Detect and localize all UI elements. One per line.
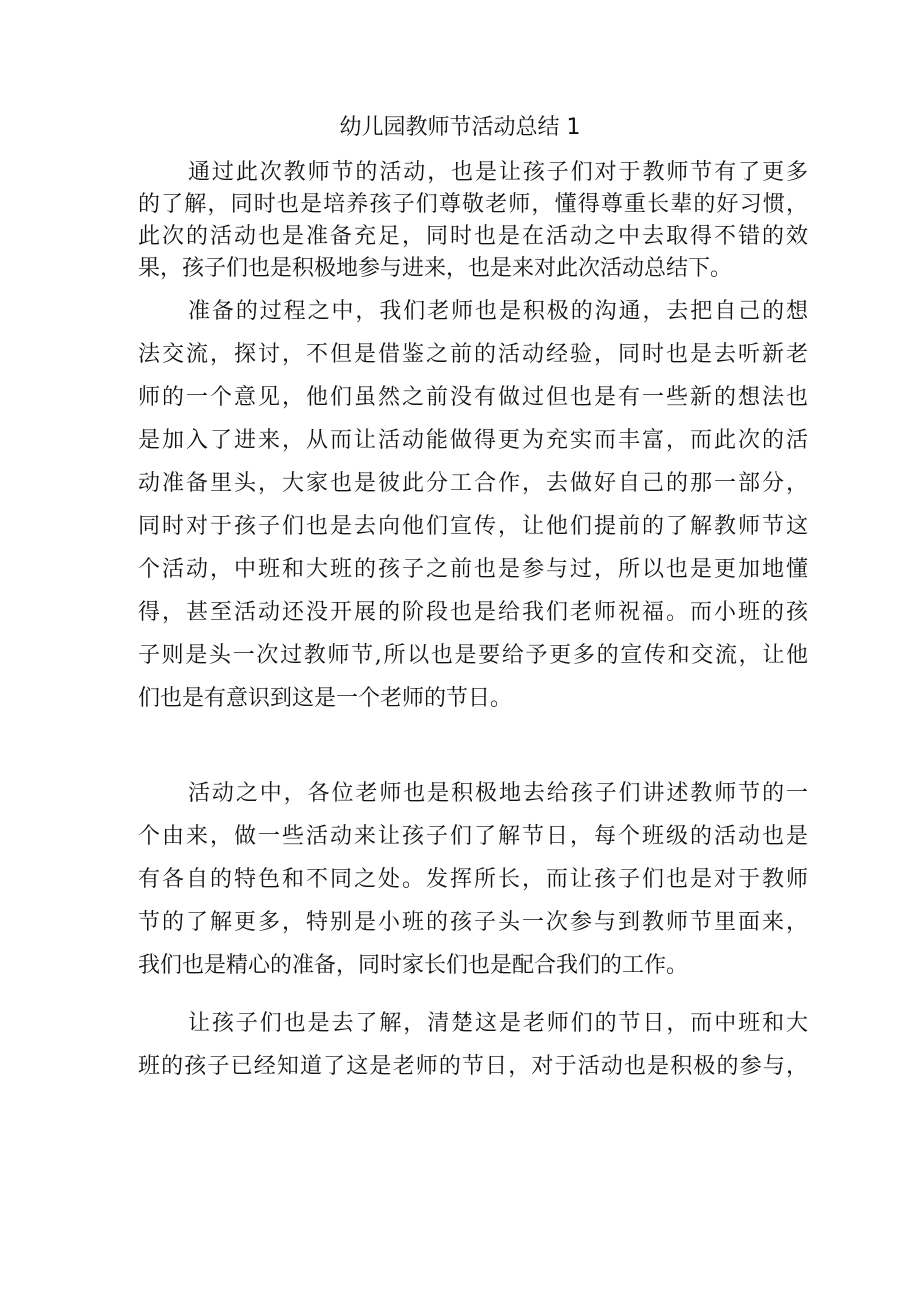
text-line: 此次的活动也是准备充足，同时也是在活动之中去取得不错的效 xyxy=(138,224,808,249)
text-line: 个由来，做一些活动来让孩子们了解节日，每个班级的活动也是 xyxy=(138,824,808,849)
paragraph-3 xyxy=(138,772,808,987)
document-title: 幼儿园教师节活动总结 1 xyxy=(339,115,581,140)
text-line: 节的了解更多，特别是小班的孩子头一次参与到教师节里面来， xyxy=(138,910,808,935)
paragraph-2 xyxy=(138,290,808,720)
paragraph-4 xyxy=(138,1002,808,1088)
text-line: 我们也是精心的准备，同时家长们也是配合我们的工作。 xyxy=(138,953,689,978)
text-line: 班的孩子已经知道了这是老师的节日，对于活动也是积极的参与， xyxy=(138,1054,808,1079)
text-line: 同时对于孩子们也是去向他们宣传，让他们提前的了解教师节这 xyxy=(138,514,808,539)
text-line: 个活动，中班和大班的孩子之前也是参与过，所以也是更加地懂 xyxy=(138,557,808,582)
text-line: 活动之中，各位老师也是积极地去给孩子们讲述教师节的一 xyxy=(188,781,808,806)
text-line: 有各自的特色和不同之处。发挥所长，而让孩子们也是对于教师 xyxy=(138,867,808,892)
text-line: 们也是有意识到这是一个老师的节日。 xyxy=(138,686,513,711)
paragraph-1 xyxy=(138,157,808,285)
text-line: 法交流，探讨，不但是借鉴之前的活动经验，同时也是去听新老 xyxy=(138,342,808,367)
text-line: 准备的过程之中，我们老师也是积极的沟通，去把自己的想 xyxy=(188,299,808,324)
text-line: 得，甚至活动还没开展的阶段也是给我们老师祝福。而小班的孩 xyxy=(138,600,808,625)
text-line: 动准备里头，大家也是彼此分工合作，去做好自己的那一部分， xyxy=(138,471,808,496)
text-line: 的了解，同时也是培养孩子们尊敬老师，懂得尊重长辈的好习惯， xyxy=(138,192,808,217)
text-line: 师的一个意见，他们虽然之前没有做过但也是有一些新的想法也 xyxy=(138,385,808,410)
text-line: 是加入了进来，从而让活动能做得更为充实而丰富，而此次的活 xyxy=(138,428,808,453)
text-line: 让孩子们也是去了解，清楚这是老师们的节日，而中班和大 xyxy=(188,1011,808,1036)
text-line: 子则是头一次过教师节,所以也是要给予更多的宣传和交流，让他 xyxy=(138,643,808,668)
text-line: 果，孩子们也是积极地参与进来，也是来对此次活动总结下。 xyxy=(138,256,733,281)
text-line: 通过此次教师节的活动，也是让孩子们对于教师节有了更多 xyxy=(188,160,808,185)
